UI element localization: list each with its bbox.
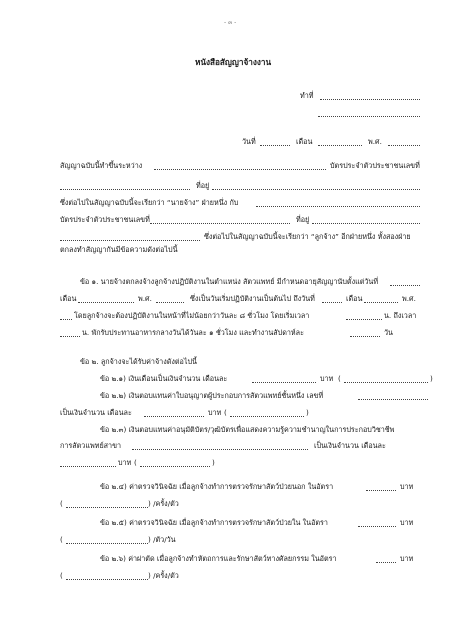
surgery-fee-unit: ) /ครั้ง/ตัว [148, 571, 179, 580]
clause2-item6: ข้อ ๒.๖) ค่าผ่าตัด เมื่อลูกจ้างทำหัตถการและรักษาสัตว์ทางศัลยกรรม ในอัตรา [100, 554, 337, 563]
end-year-field[interactable] [60, 319, 72, 320]
written-at-label: ทำที่ [300, 91, 314, 100]
salary-baht: บาท [320, 374, 334, 383]
outpatient-fee-words-field[interactable] [66, 507, 148, 508]
clause1-hours: โดยลูกจ้างจะต้องปฏิบัติงานในหน้าที่ไม่น้อยกว่าวันละ ๘ ชั่วโมง โดยเริ่มเวลา [74, 311, 310, 320]
clause1-line1: ข้อ ๑. นายจ้างตกลงจ้างลูกจ้างปฏิบัติงานในตำแหน่ง สัตวแพทย์ มีกำหนดอายุสัญญานับตั้งแต่วันที่ [80, 277, 379, 286]
month-label: เดือน [296, 137, 313, 146]
surgery-fee-field[interactable] [376, 562, 396, 563]
start-month-label: เดือน [60, 294, 77, 303]
outpatient-fee-baht: บาท [400, 482, 414, 491]
parties-intro: สัญญาฉบับนี้ทำขึ้นระหว่าง [60, 161, 143, 170]
employee-address-field-2[interactable] [60, 240, 200, 241]
agreement-statement: ตกลงทำสัญญากันมีข้อความดังต่อไปนี้ [60, 245, 178, 254]
paren-open-4: ( [60, 499, 63, 508]
clause1-break: น. พักรับประทานอาหารกลางวันได้วันละ ๑ ชั่วโมง และทำงานสัปดาห์ละ [82, 328, 304, 337]
paren-close-3: ) [212, 458, 215, 467]
paren-open-3: ( [134, 458, 137, 467]
paren-open-6: ( [60, 571, 63, 580]
employer-id-field[interactable] [60, 189, 190, 190]
employer-name-field[interactable] [154, 169, 326, 170]
license-number-field[interactable] [358, 399, 428, 400]
outpatient-fee-unit: ) /ครั้ง/ตัว [148, 499, 179, 508]
employee-address-field[interactable] [312, 223, 420, 224]
employee-name-field[interactable] [256, 206, 420, 207]
employer-address-field[interactable] [212, 189, 420, 190]
employee-id-label: บัตรประจำตัวประชาชนเลขที่ [60, 215, 150, 224]
clause2-item3-amount: เป็นเงินจำนวน เดือนละ [314, 441, 386, 450]
document-title: หนังสือสัญญาจ้างงาน [195, 57, 272, 67]
salary-words-field[interactable] [344, 382, 428, 383]
inpatient-fee-words-field[interactable] [66, 543, 148, 544]
license-fee-baht: บาท [208, 408, 222, 417]
end-month-label: เดือน [346, 294, 363, 303]
clause2-item3: ข้อ ๒.๓) เงินตอบแทนค่าอนุมัติบัตร/วุฒิบัตรเพื่อแสดงความรู้ความชำนาญในการประกอบวิชาชีพ [100, 425, 395, 434]
month-field[interactable] [318, 145, 362, 146]
inpatient-fee-baht: บาท [400, 518, 414, 527]
clause2-heading: ข้อ ๒. ลูกจ้างจะได้รับค่าจ้างดังต่อไปนี้ [80, 357, 197, 366]
paren-open-5: ( [60, 535, 63, 544]
year-label: พ.ศ. [368, 137, 382, 146]
employee-designation: ซึ่งต่อไปในสัญญาฉบับนี้จะเรียกว่า “ลูกจ้าง” อีกฝ่ายหนึ่ง ทั้งสองฝ่าย [204, 232, 411, 241]
clause1-day-unit: วัน [384, 328, 393, 337]
date-label: วันที่ [242, 137, 256, 146]
end-month-field[interactable] [364, 302, 398, 303]
clause1-to: น. ถึงเวลา [384, 311, 417, 320]
paren-close: ) [430, 374, 433, 383]
outpatient-fee-field[interactable] [366, 490, 396, 491]
employer-designation: ซึ่งต่อไปในสัญญาฉบับนี้จะเรียกว่า “นายจ้าง” ฝ่ายหนึ่ง กับ [60, 198, 239, 207]
clause2-item2: ข้อ ๒.๒) เงินตอบแทนค่าใบอนุญาตผู้ประกอบการสัตวแพทย์ชั้นหนึ่ง เลขที่ [100, 391, 324, 400]
employee-address-label: ที่อยู่ [296, 215, 310, 224]
employee-id-field[interactable] [150, 223, 290, 224]
paren-open-2: ( [224, 408, 227, 417]
license-fee-words-field[interactable] [230, 416, 304, 417]
start-month-field[interactable] [78, 302, 134, 303]
surgery-fee-baht: บาท [400, 554, 414, 563]
salary-field[interactable] [252, 382, 316, 383]
certificate-fee-field[interactable] [60, 466, 116, 467]
license-fee-field[interactable] [144, 416, 204, 417]
certificate-fee-baht: บาท [118, 458, 132, 467]
employer-address-label: ที่อยู่ [196, 181, 210, 190]
end-day-field[interactable] [322, 302, 342, 303]
inpatient-fee-field[interactable] [358, 526, 396, 527]
clause1-mid: ซึ่งเป็นวันเริ่มปฏิบัติงานเป็นต้นไป ถึงวันที่ [190, 294, 315, 303]
paren-close-2: ) [306, 408, 309, 417]
date-field[interactable] [260, 145, 290, 146]
written-at-field[interactable] [320, 99, 420, 100]
end-time-field[interactable] [60, 336, 80, 337]
specialty-branch-field[interactable] [132, 449, 308, 450]
clause2-item2-amount: เป็นเงินจำนวน เดือนละ [60, 408, 132, 417]
clause2-item1: ข้อ ๒.๑) เงินเดือนเป็นเงินจำนวน เดือนละ [100, 374, 228, 383]
year-field[interactable] [388, 145, 420, 146]
start-year-field[interactable] [156, 302, 184, 303]
surgery-fee-words-field[interactable] [66, 579, 148, 580]
paren-open: ( [338, 374, 341, 383]
written-at-field-2[interactable] [318, 116, 420, 117]
clause2-item4: ข้อ ๒.๔) ค่าตรวจวินิจฉัย เมื่อลูกจ้างทำการตรวจรักษาสัตว์ป่วยนอก ในอัตรา [100, 482, 334, 491]
clause2-item3-branch: การสัตวแพทย์สาขา [60, 441, 122, 450]
start-time-field[interactable] [346, 319, 382, 320]
inpatient-fee-unit: ) /ตัว/วัน [148, 535, 176, 544]
employer-id-label: บัตรประจำตัวประชาชนเลขที่ [330, 161, 420, 170]
page-number: - ๓ - [224, 19, 237, 26]
start-year-label: พ.ศ. [138, 294, 152, 303]
start-day-field[interactable] [390, 285, 420, 286]
certificate-fee-words-field[interactable] [140, 466, 210, 467]
end-year-label: พ.ศ. [402, 294, 416, 303]
days-per-week-field[interactable] [350, 336, 380, 337]
clause2-item5: ข้อ ๒.๕) ค่าตรวจวินิจฉัย เมื่อลูกจ้างทำการตรวจรักษาสัตว์ป่วยใน ในอัตรา [100, 518, 328, 527]
